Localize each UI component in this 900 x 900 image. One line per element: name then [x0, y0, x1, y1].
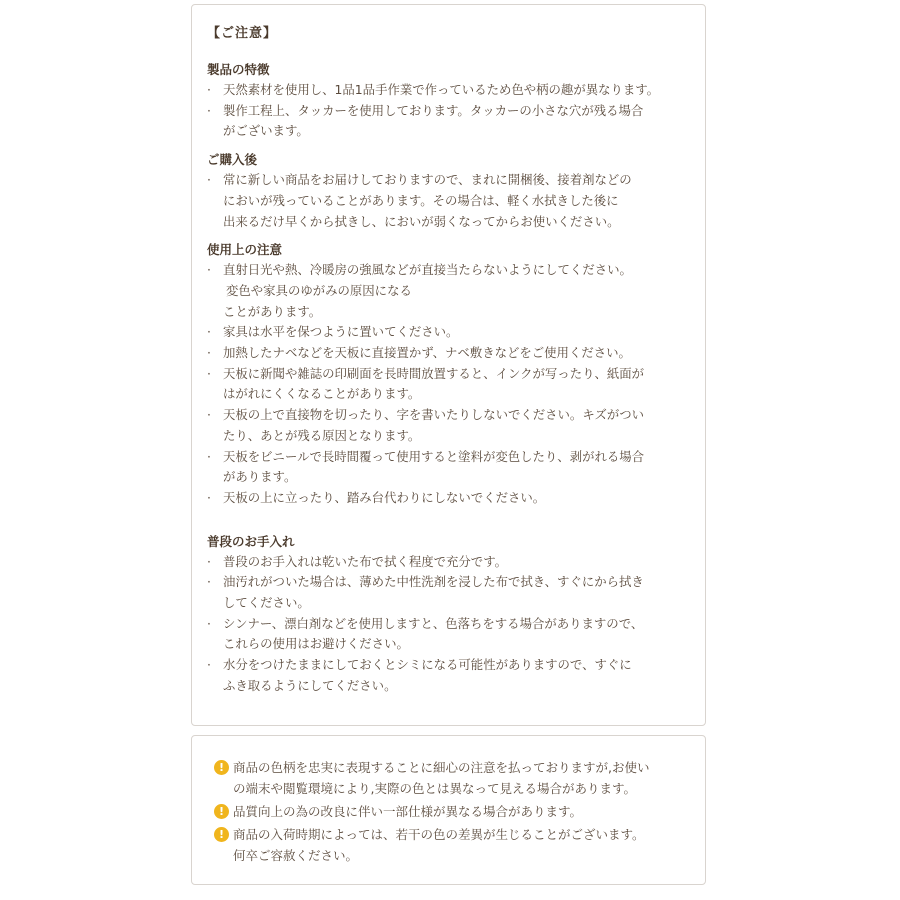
warning-text-line: 品質向上の為の改良に伴い一部仕様が異なる場合があります。: [233, 804, 583, 819]
bullet-dot-icon: ·: [207, 574, 211, 590]
bullet-item: [207, 322, 695, 343]
bullet-text-line: 水分をつけたままにしておくとシミになる可能性がありますので、すぐに: [223, 657, 632, 673]
bullet-item: [207, 80, 695, 101]
bullet-text-line: 加熱したナベなどを天板に直接置かず、ナベ敷きなどをご使用ください。: [223, 345, 631, 361]
bullet-dot-icon: ·: [207, 657, 211, 673]
warning-text-line: 何卒ご容赦ください。: [233, 848, 359, 863]
bullet-dot-icon: ·: [207, 345, 211, 361]
bullet-text-line: これらの使用はお避けください。: [223, 636, 409, 652]
bullet-dot-icon: ·: [207, 102, 211, 118]
bullet-text-line: 製作工程上、タッカーを使用しております。タッカーの小さな穴が残る場合: [223, 102, 644, 118]
notice-section: [207, 60, 695, 142]
bullet-text-line: 天然素材を使用し、1品1品手作業で作っているため色や柄の趣が異なります。: [223, 82, 660, 97]
bullet-text-line: 天板をビニールで長時間覆って使用すると塗料が変色したり、剥がれる場合: [223, 448, 645, 464]
bullet-text-line: 変色や家具のゆがみの原因になる: [226, 282, 412, 298]
bullet-text-line: シンナー、漂白剤などを使用しますと、色落ちをする場合がありますので、: [223, 615, 644, 631]
bullet-item: [207, 170, 695, 232]
warning-item: [214, 801, 695, 822]
bullet-item: [207, 655, 695, 696]
bullet-text-line: がございます。: [223, 123, 309, 139]
bullet-item: [207, 488, 695, 509]
bullet-text-line: 常に新しい商品をお届けしておりますので、まれに開梱後、接着剤などの: [223, 172, 632, 188]
bullet-dot-icon: ·: [207, 172, 211, 188]
bullet-text-line: があります。: [223, 469, 297, 485]
bullet-item: [207, 552, 695, 573]
bullet-text-line: 天板に新聞や雑誌の印刷面を長時間放置すると、インクが写ったり、紙面が: [223, 365, 645, 381]
bullet-dot-icon: ·: [207, 262, 211, 278]
bullet-text-line: 天板の上で直接物を切ったり、字を書いたりしないでください。キズがつい: [223, 407, 645, 423]
section-heading: 製品の特徴: [207, 62, 270, 77]
warning-text-line: 商品の入荷時期によっては、若干の色の差異が生じることがございます。: [233, 827, 645, 842]
warning-text-line: の端末や閲覧環境により,実際の色とは異なって見える場合があります。: [233, 781, 636, 796]
bullet-dot-icon: ·: [207, 365, 211, 381]
bullet-text-line: ことがあります。: [223, 303, 322, 319]
notice-section: [207, 240, 695, 508]
bullet-text-line: はがれにくくなることがあります。: [223, 386, 421, 402]
bullet-text-line: 天板の上に立ったり、踏み台代わりにしないでください。: [223, 489, 546, 505]
bullet-item: [207, 614, 695, 655]
warning-text-line: 商品の色柄を忠実に表現することに細心の注意を払っておりますが,お使い: [233, 760, 650, 775]
bullet-dot-icon: ·: [207, 553, 211, 569]
bullet-dot-icon: ·: [207, 489, 211, 505]
bullet-dot-icon: ·: [207, 615, 211, 631]
bullet-item: [207, 343, 695, 364]
bullet-text-line: たり、あとが残る原因となります。: [223, 427, 421, 443]
warning-item: [214, 824, 695, 866]
notice-sections: [207, 60, 695, 697]
notice-title: 【ご注意】: [207, 26, 278, 41]
bullet-item: [207, 260, 695, 322]
notice-section: [207, 150, 695, 232]
bullet-text-line: 普段のお手入れは乾いた布で拭く程度で充分です。: [223, 553, 507, 569]
bullet-item: [207, 364, 695, 405]
bullet-text-line: 直射日光や熱、冷暖房の強風などが直接当たらないようにしてください。: [223, 262, 632, 278]
bullet-item: [207, 405, 695, 446]
warning-item: [214, 757, 695, 799]
section-heading: ご購入後: [207, 152, 258, 168]
exclamation-circle-icon: !: [214, 760, 229, 775]
bullet-text-line: 家具は水平を保つように置いてください。: [223, 324, 459, 340]
bullet-dot-icon: ·: [207, 324, 211, 340]
section-heading: 使用上の注意: [207, 242, 283, 258]
warning-list: [214, 757, 695, 866]
bullet-dot-icon: ·: [207, 407, 211, 423]
exclamation-circle-icon: !: [214, 804, 229, 819]
bullet-text-line: 油汚れがついた場合は、薄めた中性洗剤を浸した布で拭き、すぐにから拭き: [223, 574, 644, 590]
notice-panel: [191, 4, 706, 726]
bullet-item: [207, 447, 695, 488]
bullet-dot-icon: ·: [207, 448, 211, 464]
section-heading: 普段のお手入れ: [207, 533, 295, 549]
bullet-item: [207, 101, 695, 142]
bullet-text-line: してください。: [223, 595, 310, 611]
warning-panel: [191, 735, 706, 885]
bullet-text-line: においが残っていることがあります。その場合は、軽く水拭きした後に: [223, 192, 619, 208]
bullet-item: [207, 572, 695, 613]
notice-section: [207, 532, 695, 697]
bullet-dot-icon: ·: [207, 82, 211, 97]
exclamation-circle-icon: !: [214, 827, 229, 842]
bullet-text-line: 出来るだけ早くから拭きし、においが弱くなってからお使いください。: [223, 213, 620, 229]
bullet-text-line: ふき取るようにしてください。: [223, 677, 397, 693]
